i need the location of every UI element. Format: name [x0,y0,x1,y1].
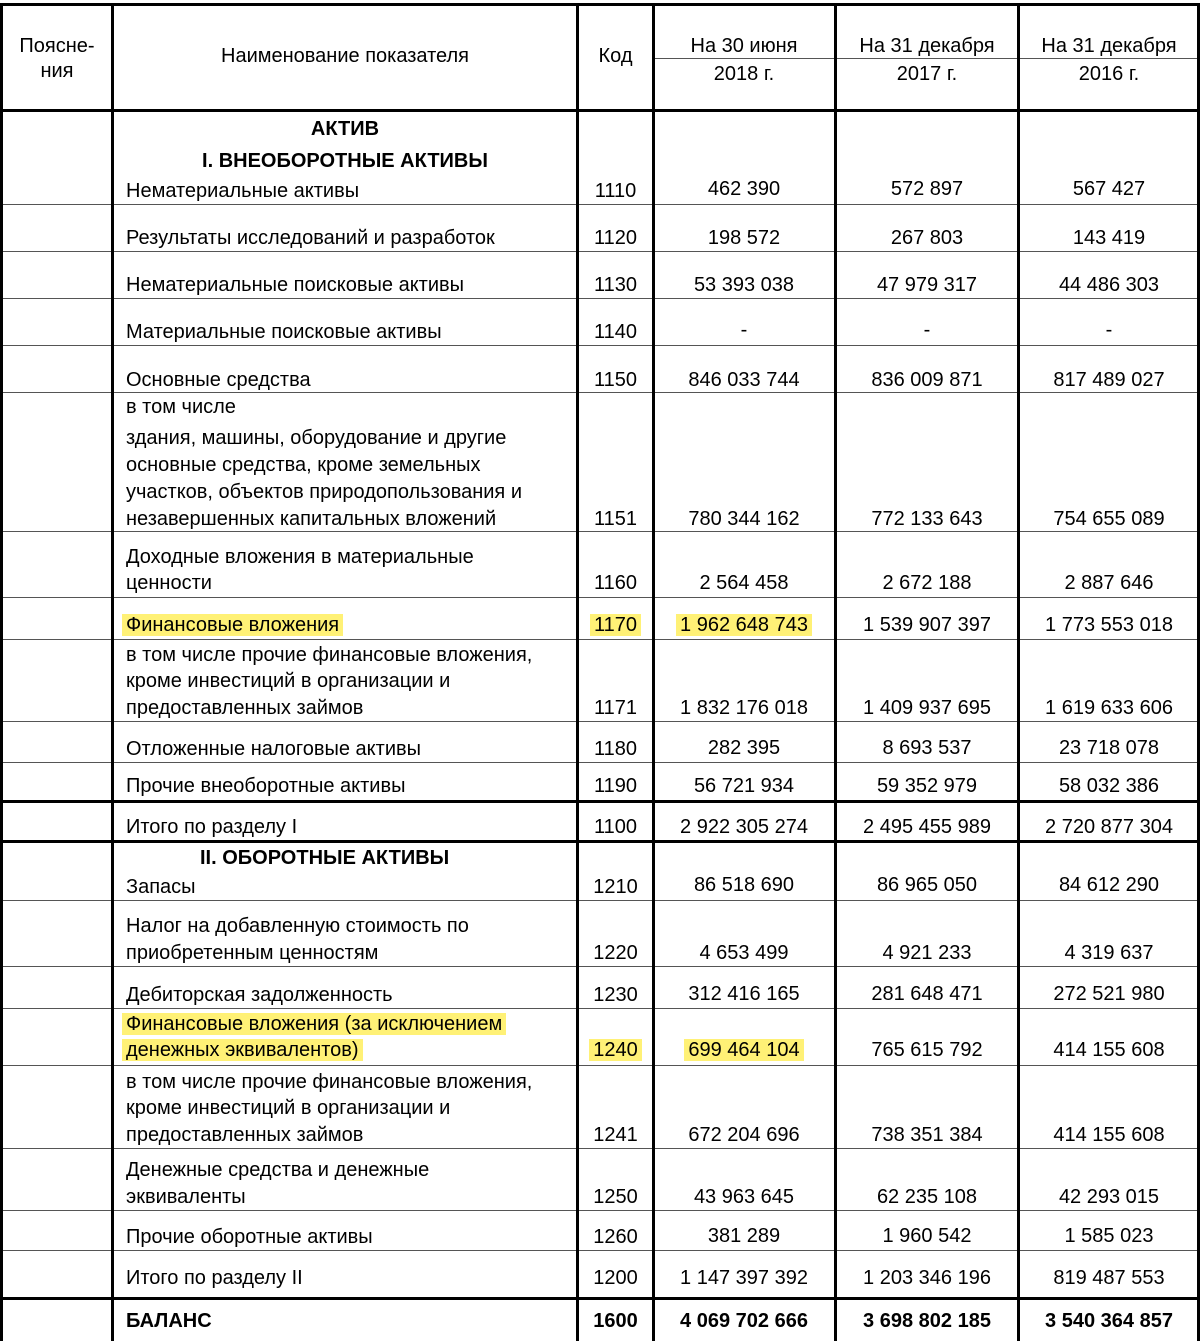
row-1250-code: 1250 [593,1186,638,1208]
row-1230-value-2016: 272 521 980 [1053,983,1165,1005]
row-1100-value-2017: 2 495 455 989 [863,816,991,838]
section-heading-noncurrent-assets: I. ВНЕОБОРОТНЫЕ АКТИВЫ [202,150,488,172]
row-1171-value-2018: 1 832 176 018 [680,697,808,719]
row-1180-name: Отложенные налоговые активы [126,738,421,760]
section-border [0,800,1200,803]
row-1110-value-2018: 462 390 [707,178,781,200]
row-1220-code: 1220 [593,942,638,964]
row-1241-name-line1: в том числе прочие финансовые вложения, [126,1071,533,1093]
row-divider [0,900,1200,901]
section-border [0,840,1200,843]
row-1240-name-line2-highlight: денежных эквивалентов) [122,1039,363,1061]
header-period3-line2: 2016 г. [1078,63,1140,85]
row-1151-value-2018: 780 344 162 [688,508,800,530]
column-divider [834,3,837,1341]
row-1250-value-2016: 42 293 015 [1058,1186,1160,1208]
row-1220-name-line1: Налог на добавленную стоимость по [126,915,469,937]
row-1150-value-2018: 846 033 744 [688,369,800,391]
row-1130-name: Нематериальные поисковые активы [126,274,464,296]
row-divider [0,966,1200,967]
row-1600-name: БАЛАНС [126,1310,212,1332]
row-1190-code: 1190 [593,775,637,797]
row-1130-value-2016: 44 486 303 [1058,274,1160,296]
header-period1-line2: 2018 г. [713,63,775,85]
row-1240-name-line1 [122,1011,506,1037]
row-1100-code: 1100 [593,816,637,838]
header-period3-line1: На 31 декабря [1041,35,1177,57]
row-1200-code: 1200 [593,1267,638,1289]
row-1200-value-2018: 1 147 397 392 [680,1267,808,1289]
row-1140-value-2017: - [923,319,931,341]
row-divider [0,1210,1200,1211]
row-1130-value-2017: 47 979 317 [876,274,978,296]
row-1100-name: Итого по разделу I [126,816,298,838]
row-divider [0,1250,1200,1251]
row-1220-name-line2: приобретенным ценностям [126,942,379,964]
row-1240-value-2016: 414 155 608 [1053,1039,1165,1061]
header-period2-line1: На 31 декабря [859,35,995,57]
row-1110-value-2016: 567 427 [1072,178,1146,200]
row-1220-value-2018: 4 653 499 [699,942,789,964]
row-1240-code [578,1037,653,1063]
row-1241-value-2016: 414 155 608 [1053,1124,1165,1146]
row-1600-code: 1600 [593,1310,638,1332]
row-1220-value-2016: 4 319 637 [1064,942,1154,964]
row-1110-code: 1110 [594,180,637,202]
row-1160-value-2017: 2 672 188 [882,572,972,594]
header-code-column: Код [598,45,633,67]
row-divider [0,298,1200,299]
section-heading-current-assets: II. ОБОРОТНЫЕ АКТИВЫ [200,847,450,869]
row-1180-code: 1180 [593,738,637,760]
row-1190-value-2017: 59 352 979 [876,775,978,797]
row-divider [0,1008,1200,1009]
header-notes-line2: ния [40,60,74,82]
row-1130-value-2018: 53 393 038 [693,274,795,296]
row-1171-name-line2: кроме инвестиций в организации и [126,670,451,692]
row-1200-value-2017: 1 203 346 196 [863,1267,991,1289]
column-divider [111,3,114,1341]
table-border-left [0,3,3,1341]
row-1260-value-2018: 381 289 [707,1225,781,1247]
row-1241-value-2018: 672 204 696 [688,1124,800,1146]
row-divider [0,1065,1200,1066]
row-divider [0,204,1200,205]
row-1151-name-line5: незавершенных капитальных вложений [126,508,497,530]
row-1180-value-2017: 8 693 537 [882,737,972,759]
row-1171-name-line1: в том числе прочие финансовые вложения, [126,644,533,666]
row-divider [0,251,1200,252]
row-1110-name: Нематериальные активы [126,180,360,202]
row-1120-value-2018: 198 572 [707,227,781,249]
row-1210-value-2016: 84 612 290 [1058,874,1160,896]
row-1140-name: Материальные поисковые активы [126,321,442,343]
row-1180-value-2016: 23 718 078 [1058,737,1160,759]
row-1170-name [122,612,343,638]
header-period1-line1: На 30 июня [690,35,798,57]
row-1170-value-2018 [655,612,833,638]
row-1230-value-2018: 312 416 165 [688,983,800,1005]
row-1250-value-2018: 43 963 645 [693,1186,795,1208]
row-divider [0,597,1200,598]
row-1600-value-2018: 4 069 702 666 [680,1310,808,1332]
row-divider [0,639,1200,640]
row-1150-value-2016: 817 489 027 [1053,369,1165,391]
row-1240-value-2018 [655,1037,833,1063]
row-1240-name-line2 [122,1037,363,1063]
row-1250-name-line1: Денежные средства и денежные [126,1159,430,1181]
row-1170-name-highlight: Финансовые вложения [122,614,343,636]
section-heading-aktiv: АКТИВ [310,118,380,140]
row-1250-name-line2: эквиваленты [126,1186,246,1208]
row-1151-value-2017: 772 133 643 [871,508,983,530]
row-1151-name-line4: участков, объектов природопользования и [126,481,522,503]
row-1260-code: 1260 [593,1226,638,1248]
row-1150-name: Основные средства [126,369,311,391]
row-1180-value-2018: 282 395 [707,737,781,759]
header-notes-line1: Поясне- [19,35,95,57]
row-1241-code: 1241 [593,1124,638,1146]
row-divider [0,762,1200,763]
row-1160-name-line1: Доходные вложения в материальные [126,546,474,568]
row-1151-name-line1: в том числе [126,396,236,418]
row-1160-value-2016: 2 887 646 [1064,572,1154,594]
row-divider [0,721,1200,722]
row-1241-name-line2: кроме инвестиций в организации и [126,1097,451,1119]
row-1160-name-line2: ценности [126,572,212,594]
row-1241-value-2017: 738 351 384 [871,1124,983,1146]
row-1240-value-2017: 765 615 792 [871,1039,983,1061]
row-1190-name: Прочие внеоборотные активы [126,775,406,797]
row-1151-name-line3: основные средства, кроме земельных [126,454,481,476]
row-1120-value-2016: 143 419 [1072,227,1146,249]
row-1120-value-2017: 267 803 [890,227,964,249]
row-1240-code-highlight: 1240 [589,1039,642,1061]
row-1170-value-2017: 1 539 907 397 [863,614,991,636]
row-1260-name: Прочие оборотные активы [126,1226,373,1248]
header-period2-line2: 2017 г. [896,63,958,85]
section-border [0,1297,1200,1300]
row-1210-value-2017: 86 965 050 [876,874,978,896]
row-1190-value-2016: 58 032 386 [1058,775,1160,797]
row-1230-name: Дебиторская задолженность [126,984,393,1006]
row-1140-value-2018: - [740,319,748,341]
row-1230-value-2017: 281 648 471 [871,983,983,1005]
row-1171-value-2017: 1 409 937 695 [863,697,991,719]
row-1160-code: 1160 [593,572,637,594]
row-1600-value-2017: 3 698 802 185 [863,1310,991,1332]
row-1250-value-2017: 62 235 108 [876,1186,978,1208]
row-divider [0,1148,1200,1149]
row-1120-name: Результаты исследований и разработок [126,227,495,249]
row-1210-value-2018: 86 518 690 [693,874,795,896]
row-1130-code: 1130 [593,274,637,296]
header-name-column: Наименование показателя [221,45,469,67]
row-1100-value-2018: 2 922 305 274 [680,816,808,838]
row-1100-value-2016: 2 720 877 304 [1045,816,1173,838]
row-1200-name: Итого по разделу II [126,1267,303,1289]
row-1210-code: 1210 [593,876,638,898]
row-1151-value-2016: 754 655 089 [1053,508,1165,530]
row-1150-value-2017: 836 009 871 [871,369,983,391]
row-1241-name-line3: предоставленных займов [126,1124,364,1146]
row-1170-code [578,612,653,638]
row-1220-value-2017: 4 921 233 [882,942,972,964]
row-1170-code-highlight: 1170 [590,614,641,636]
row-1120-code: 1120 [593,227,637,249]
row-1151-code: 1151 [593,508,637,530]
row-1151-name-line2: здания, машины, оборудование и другие [126,427,507,449]
row-1110-value-2017: 572 897 [890,178,964,200]
row-1170-value-2018-highlight: 1 962 648 743 [676,614,812,636]
row-1140-code: 1140 [593,321,637,343]
row-1240-value-2018-highlight: 699 464 104 [684,1039,803,1061]
row-1140-value-2016: - [1105,319,1113,341]
row-1230-code: 1230 [593,984,638,1006]
row-1200-value-2016: 819 487 553 [1053,1267,1165,1289]
row-1240-name-line1-highlight: Финансовые вложения (за исключением [122,1013,506,1035]
row-1160-value-2018: 2 564 458 [699,572,789,594]
row-1600-value-2016: 3 540 364 857 [1045,1310,1173,1332]
row-1171-code: 1171 [593,697,637,719]
row-1260-value-2017: 1 960 542 [882,1225,972,1247]
row-1150-code: 1150 [593,369,637,391]
table-border-top [0,3,1200,6]
row-1170-value-2016: 1 773 553 018 [1045,614,1173,636]
row-1171-value-2016: 1 619 633 606 [1045,697,1173,719]
row-1171-name-line3: предоставленных займов [126,697,364,719]
row-1190-value-2018: 56 721 934 [693,775,795,797]
row-1210-name: Запасы [126,876,196,898]
row-divider [0,345,1200,346]
header-bottom-border [0,109,1200,112]
row-1260-value-2016: 1 585 023 [1064,1225,1154,1247]
